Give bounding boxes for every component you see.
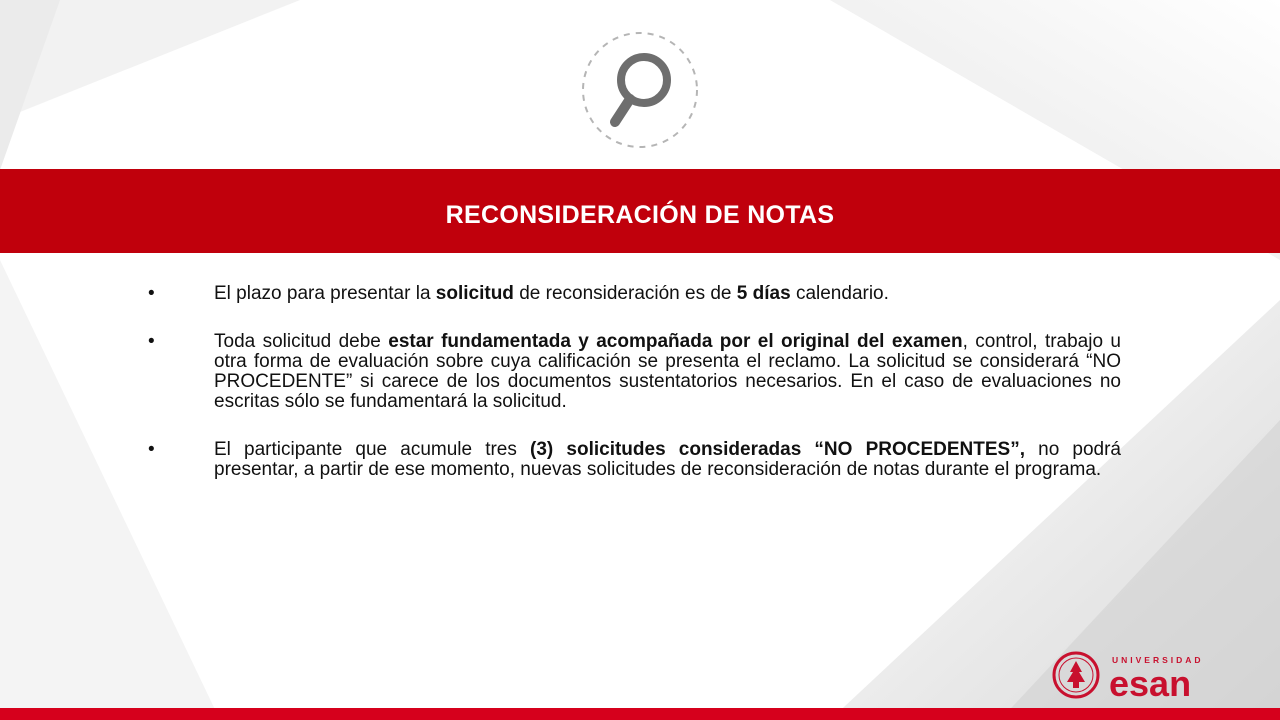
title-banner — [0, 169, 1280, 253]
bullet-item — [148, 332, 1121, 412]
bullet-item — [148, 440, 1121, 480]
logo-brand-text: esan — [1109, 663, 1192, 700]
tree-emblem — [1067, 661, 1085, 688]
bullet-segment: calendario. — [790, 283, 889, 304]
bullet-text — [214, 440, 1121, 480]
search-icon-badge — [580, 30, 700, 150]
bullet-segment-bold: estar fundamentada y acompañada por el original del examen — [388, 331, 963, 352]
bullet-segment: , control, trabajo u otra forma de evaluación sobre cuya calificación se presenta el reclamo. La solicitud se considerará “NO PROCEDENTE” si carece de los documentos sustentatorios necesarios. En el caso de evaluaciones no escritas sólo se fundamentará la solicitud. — [214, 331, 1121, 412]
bullet-item — [148, 284, 1121, 304]
bullet-segment-bold: (3) solicitudes consideradas “NO PROCEDENTES”, — [530, 439, 1025, 460]
logo-university-text: UNIVERSIDAD — [1112, 655, 1204, 665]
esan-logo — [1052, 650, 1222, 700]
search-icon — [580, 30, 700, 150]
bullet-marker: • — [148, 331, 155, 352]
bullet-list — [148, 284, 1121, 508]
bullet-segment: El plazo para presentar la — [214, 283, 436, 304]
bullet-marker: • — [148, 439, 155, 460]
bullet-segment: de reconsideración es de — [513, 283, 737, 304]
bullet-segment-bold: solicitud — [435, 283, 514, 304]
bullet-text — [214, 332, 1121, 412]
bullet-segment: El participante que acumule tres — [214, 439, 531, 460]
bullet-segment: Toda solicitud debe — [214, 331, 389, 352]
bullet-segment-bold: 5 días — [736, 283, 791, 304]
bullet-text — [214, 284, 1121, 304]
bullet-segment: no podrá presentar, a partir de ese momento, nuevas solicitudes de reconsideración de notas durante el programa. — [214, 439, 1121, 480]
slide-title: RECONSIDERACIÓN DE NOTAS — [445, 200, 835, 229]
bullet-marker: • — [148, 283, 155, 304]
bottom-accent-bar — [0, 708, 1280, 720]
